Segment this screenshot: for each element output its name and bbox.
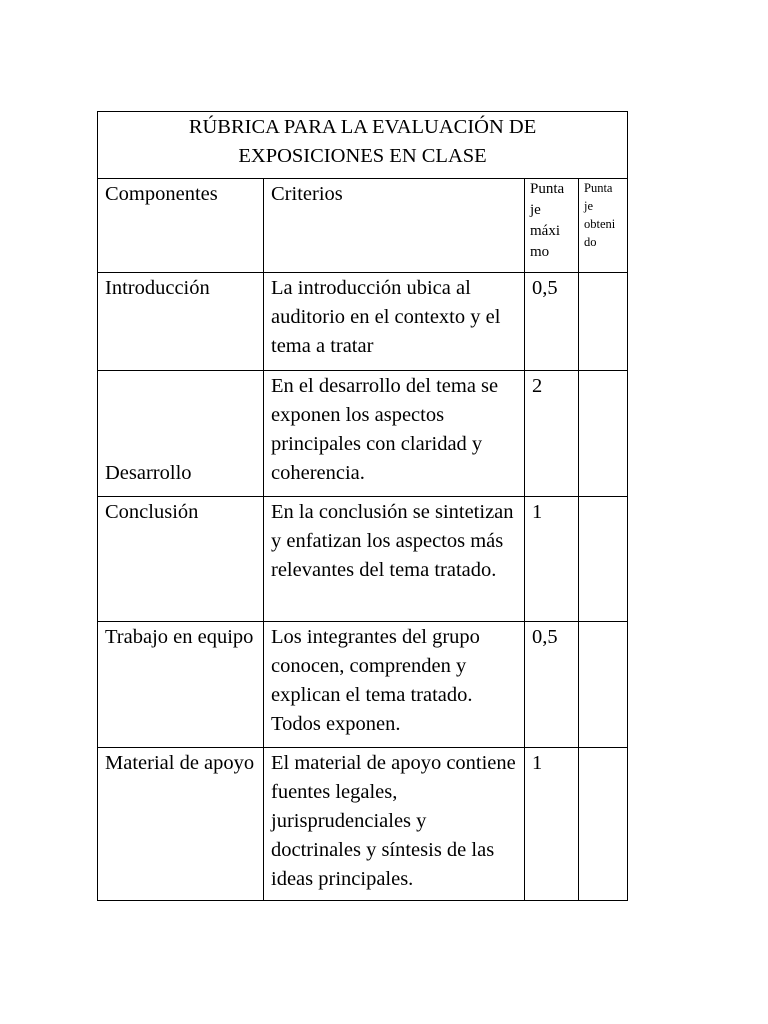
puntaje-maximo-cell: 2: [525, 371, 579, 497]
puntaje-maximo-cell: 1: [525, 497, 579, 622]
puntaje-obtenido-cell: [579, 273, 628, 371]
puntaje-maximo-cell: 0,5: [525, 273, 579, 371]
criterio-cell: El material de apoyo contiene fuentes legales, jurisprudenciales y doctrinales y síntesis de las ideas principales.: [264, 748, 525, 901]
table-title: [98, 112, 628, 179]
header-puntaje-obtenido: Punta je obteni do: [579, 179, 628, 273]
header-puntaje-maximo: Punta je máxi mo: [525, 179, 579, 273]
title-row: [98, 112, 628, 179]
rubric-table: [97, 111, 628, 901]
criterio-cell: En el desarrollo del tema se exponen los aspectos principales con claridad y coherencia.: [264, 371, 525, 497]
puntaje-obtenido-cell: [579, 622, 628, 748]
puntaje-obtenido-cell: [579, 371, 628, 497]
criterio-cell: Los integrantes del grupo conocen, comprenden y explican el tema tratado. Todos exponen.: [264, 622, 525, 748]
table-row: [98, 622, 628, 748]
criterio-cell: La introducción ubica al auditorio en el contexto y el tema a tratar: [264, 273, 525, 371]
table-row: [98, 497, 628, 622]
puntaje-maximo-cell: 0,5: [525, 622, 579, 748]
componente-cell: Desarrollo: [98, 371, 264, 497]
componente-cell: Conclusión: [98, 497, 264, 622]
table-row: [98, 748, 628, 901]
criterio-cell: En la conclusión se sintetizan y enfatizan los aspectos más relevantes del tema tratado.: [264, 497, 525, 622]
puntaje-obtenido-cell: [579, 497, 628, 622]
componente-cell: Introducción: [98, 273, 264, 371]
header-row: [98, 179, 628, 273]
puntaje-obtenido-cell: [579, 748, 628, 901]
table-row: [98, 273, 628, 371]
componente-cell: Trabajo en equipo: [98, 622, 264, 748]
table-title-line-2: EXPOSICIONES EN CLASE: [238, 145, 487, 167]
componente-cell: Material de apoyo: [98, 748, 264, 901]
header-criterios: Criterios: [264, 179, 525, 273]
table-title-line-1: RÚBRICA PARA LA EVALUACIÓN DE: [188, 116, 537, 138]
puntaje-maximo-cell: 1: [525, 748, 579, 901]
table-row: [98, 371, 628, 497]
header-componentes: Componentes: [98, 179, 264, 273]
